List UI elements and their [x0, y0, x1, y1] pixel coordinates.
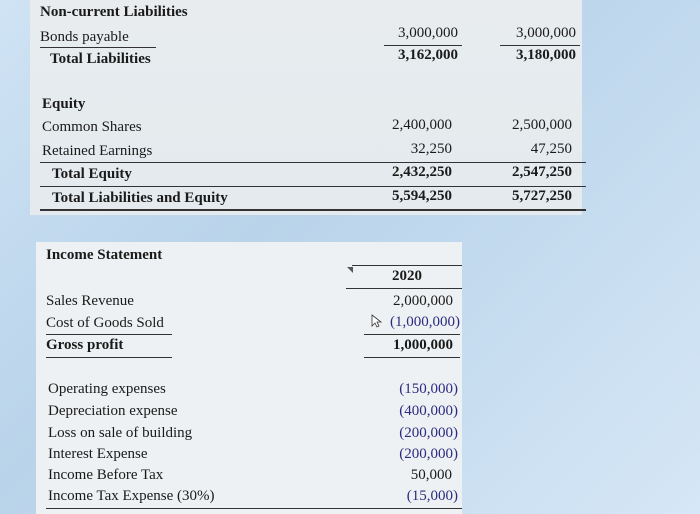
interest-expense-label: Interest Expense: [48, 446, 148, 462]
total-liabilities-equity-2020: 5,727,250: [512, 188, 572, 204]
cogs-label: Cost of Goods Sold: [46, 315, 164, 331]
operating-expenses-value: (150,000): [399, 381, 458, 397]
divider: [46, 508, 462, 509]
retained-earnings-label: Retained Earnings: [42, 143, 153, 159]
retained-earnings-2019: 32,250: [410, 141, 452, 157]
noncurrent-liabilities-heading: Non-current Liabilities: [40, 4, 188, 20]
total-liabilities-equity-label: Total Liabilities and Equity: [52, 190, 228, 206]
depreciation-value: (400,000): [399, 403, 458, 419]
gross-profit-label: Gross profit: [46, 337, 124, 353]
cell-corner-icon: [347, 267, 353, 273]
sales-revenue-label: Sales Revenue: [46, 293, 134, 309]
loss-on-sale-value: (200,000): [399, 425, 458, 441]
divider: [364, 334, 460, 335]
gross-profit-value: 1,000,000: [393, 337, 453, 353]
income-before-tax-value: 50,000: [410, 467, 452, 483]
total-liabilities-equity-2019: 5,594,250: [392, 188, 452, 204]
divider: [46, 334, 172, 335]
interest-expense-value: (200,000): [399, 446, 458, 462]
divider: [500, 45, 580, 46]
income-tax-expense-value: (15,000): [406, 488, 458, 504]
total-equity-2019: 2,432,250: [392, 164, 452, 180]
income-statement-heading: Income Statement: [46, 247, 163, 263]
common-shares-2019: 2,400,000: [392, 117, 452, 133]
bonds-payable-2020: 3,000,000: [516, 25, 576, 41]
common-shares-label: Common Shares: [42, 119, 142, 135]
divider: [346, 288, 462, 289]
divider: [40, 186, 586, 187]
divider: [40, 162, 586, 163]
income-year-header: 2020: [392, 268, 422, 284]
equity-heading: Equity: [42, 96, 86, 112]
income-before-tax-label: Income Before Tax: [48, 467, 164, 483]
total-equity-2020: 2,547,250: [512, 164, 572, 180]
retained-earnings-2020: 47,250: [530, 141, 572, 157]
total-liabilities-2019: 3,162,000: [398, 47, 458, 63]
double-underline: [40, 209, 586, 211]
depreciation-label: Depreciation expense: [48, 403, 178, 419]
divider: [384, 45, 462, 46]
divider: [352, 265, 462, 266]
operating-expenses-label: Operating expenses: [48, 381, 166, 397]
cogs-value: (1,000,000): [390, 314, 460, 330]
bonds-payable-2019: 3,000,000: [398, 25, 458, 41]
total-liabilities-label: Total Liabilities: [50, 51, 151, 67]
total-equity-label: Total Equity: [52, 166, 132, 182]
loss-on-sale-label: Loss on sale of building: [48, 425, 193, 441]
divider: [46, 357, 172, 358]
common-shares-2020: 2,500,000: [512, 117, 572, 133]
bonds-payable-label: Bonds payable: [40, 29, 129, 45]
sales-revenue-value: 2,000,000: [393, 293, 453, 309]
income-tax-expense-label: Income Tax Expense (30%): [48, 488, 215, 504]
divider: [40, 47, 156, 48]
total-liabilities-2020: 3,180,000: [516, 47, 576, 63]
divider: [364, 357, 460, 358]
